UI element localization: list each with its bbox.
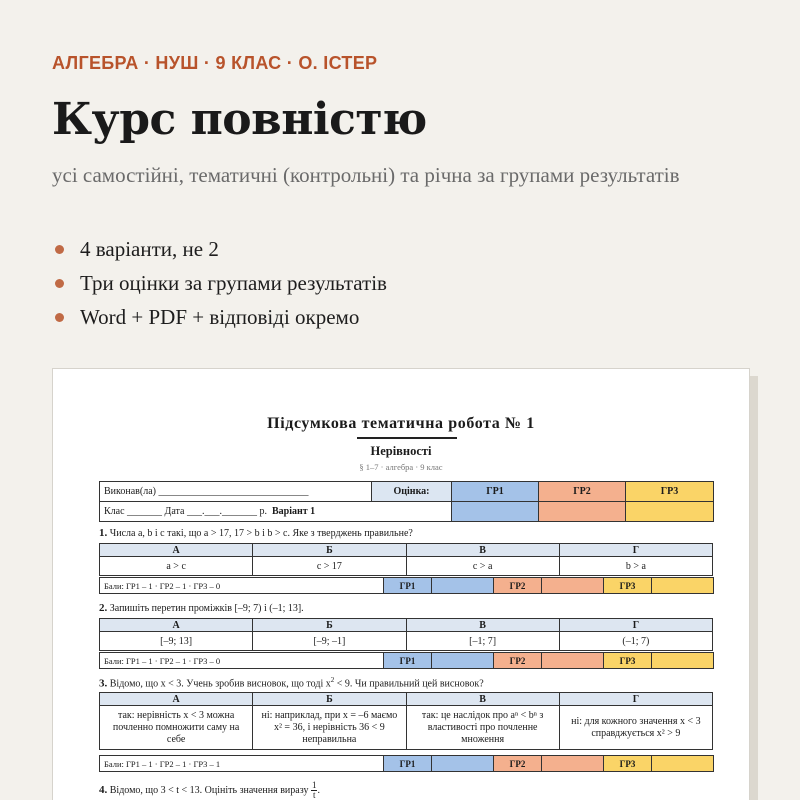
sheet-subtitle: Нерівності — [370, 444, 432, 458]
page-title: Курс повністю — [52, 94, 427, 145]
option-d: b > a — [559, 557, 712, 576]
option-c: так: це наслідок про aⁿ < bⁿ з властивості про почленне множення — [406, 706, 559, 750]
option-b: ні: наприклад, при x = –6 маємо x² = 36, і нерівність 36 < 9 неправильна — [253, 706, 406, 750]
feature-item: Word + PDF + відповіді окремо — [52, 300, 387, 334]
grade-label: Оцінка: — [372, 482, 452, 502]
question-1: 1. Числа a, b і c такі, що a > 17, 17 > b і b > c. Яке з тверджень правильне? — [99, 527, 413, 539]
title-underline — [357, 437, 457, 439]
variant-label: Варіант 1 — [271, 506, 316, 517]
option-a: [–9; 13] — [100, 632, 253, 651]
page-subtitle: усі самостійні, тематичні (контрольні) та річна за групами результатів — [52, 163, 680, 187]
bullet-dot-icon — [55, 313, 64, 322]
sheet-meta: § 1–7 · алгебра · 9 клас — [359, 462, 443, 472]
bullet-dot-icon — [55, 245, 64, 254]
question-4: 4. Відомо, що 3 < t < 13. Оцініть значення виразу $\frac{1}{t}$ . — [99, 780, 320, 800]
question-1-options: А Б В Г a > c c > 17 c > a b > a — [99, 543, 713, 576]
question-3-options: А Б В Г так: нерівність x < 3 можна почленно помножити саму на себе ні: наприклад, при x = –6 маємо x² = 36, і нерівність 36 < 9 неправильна так: це наслідок про aⁿ < bⁿ з властивості про почленне множення ні: для кожного значення x < 3 справджується x² > 9 — [99, 692, 713, 750]
group-2-score-cell — [539, 502, 626, 522]
group-3-header: ГР3 — [626, 482, 714, 502]
sheet-title: Підсумкова тематична робота № 1 — [267, 415, 535, 432]
bullet-dot-icon — [55, 279, 64, 288]
fraction: $\frac{1}{t}$ — [311, 780, 317, 800]
option-a: так: нерівність x < 3 можна почленно помножити саму на себе — [100, 706, 253, 750]
student-form — [99, 481, 714, 522]
option-c: c > a — [406, 557, 559, 576]
question-2-points: Бали: ГР1 – 1 · ГР2 – 1 · ГР3 – 0 ГР1 ГР2 ГР3 — [99, 652, 714, 669]
question-3: 3. Відомо, що x < 3. Учень зробив висновок, що тоді $x^2 < 9$. Чи правильний цей висновок? — [99, 676, 484, 690]
worksheet-preview — [52, 368, 750, 800]
performer-field: Виконав(ла) ______________________________ — [100, 482, 372, 502]
feature-list — [52, 232, 387, 334]
option-c: [–1; 7] — [406, 632, 559, 651]
feature-item: Три оцінки за групами результатів — [52, 266, 387, 300]
option-d: ні: для кожного значення x < 3 справджується x² > 9 — [559, 706, 712, 750]
question-2-options: А Б В Г [–9; 13] [–9; –1] [–1; 7] (–1; 7) — [99, 618, 713, 651]
option-b: [–9; –1] — [253, 632, 406, 651]
feature-item: 4 варіанти, не 2 — [52, 232, 387, 266]
question-3-points: Бали: ГР1 – 1 · ГР2 – 1 · ГР3 – 1 ГР1 ГР2 ГР3 — [99, 755, 714, 772]
group-1-header: ГР1 — [452, 482, 539, 502]
question-2: 2. Запишіть перетин проміжків [–9; 7) і (–1; 13]. — [99, 602, 304, 614]
option-a: a > c — [100, 557, 253, 576]
question-1-points: Бали: ГР1 – 1 · ГР2 – 1 · ГР3 – 0 ГР1 ГР2 ГР3 — [99, 577, 714, 594]
group-2-header: ГР2 — [539, 482, 626, 502]
course-eyebrow: АЛГЕБРА · НУШ · 9 КЛАС · О. ІСТЕР — [52, 53, 378, 73]
class-date-field: Клас _______ Дата ___.___._______ р. Варіант 1 — [100, 502, 452, 522]
group-1-score-cell — [452, 502, 539, 522]
option-b: c > 17 — [253, 557, 406, 576]
option-d: (–1; 7) — [559, 632, 712, 651]
group-3-score-cell — [626, 502, 714, 522]
